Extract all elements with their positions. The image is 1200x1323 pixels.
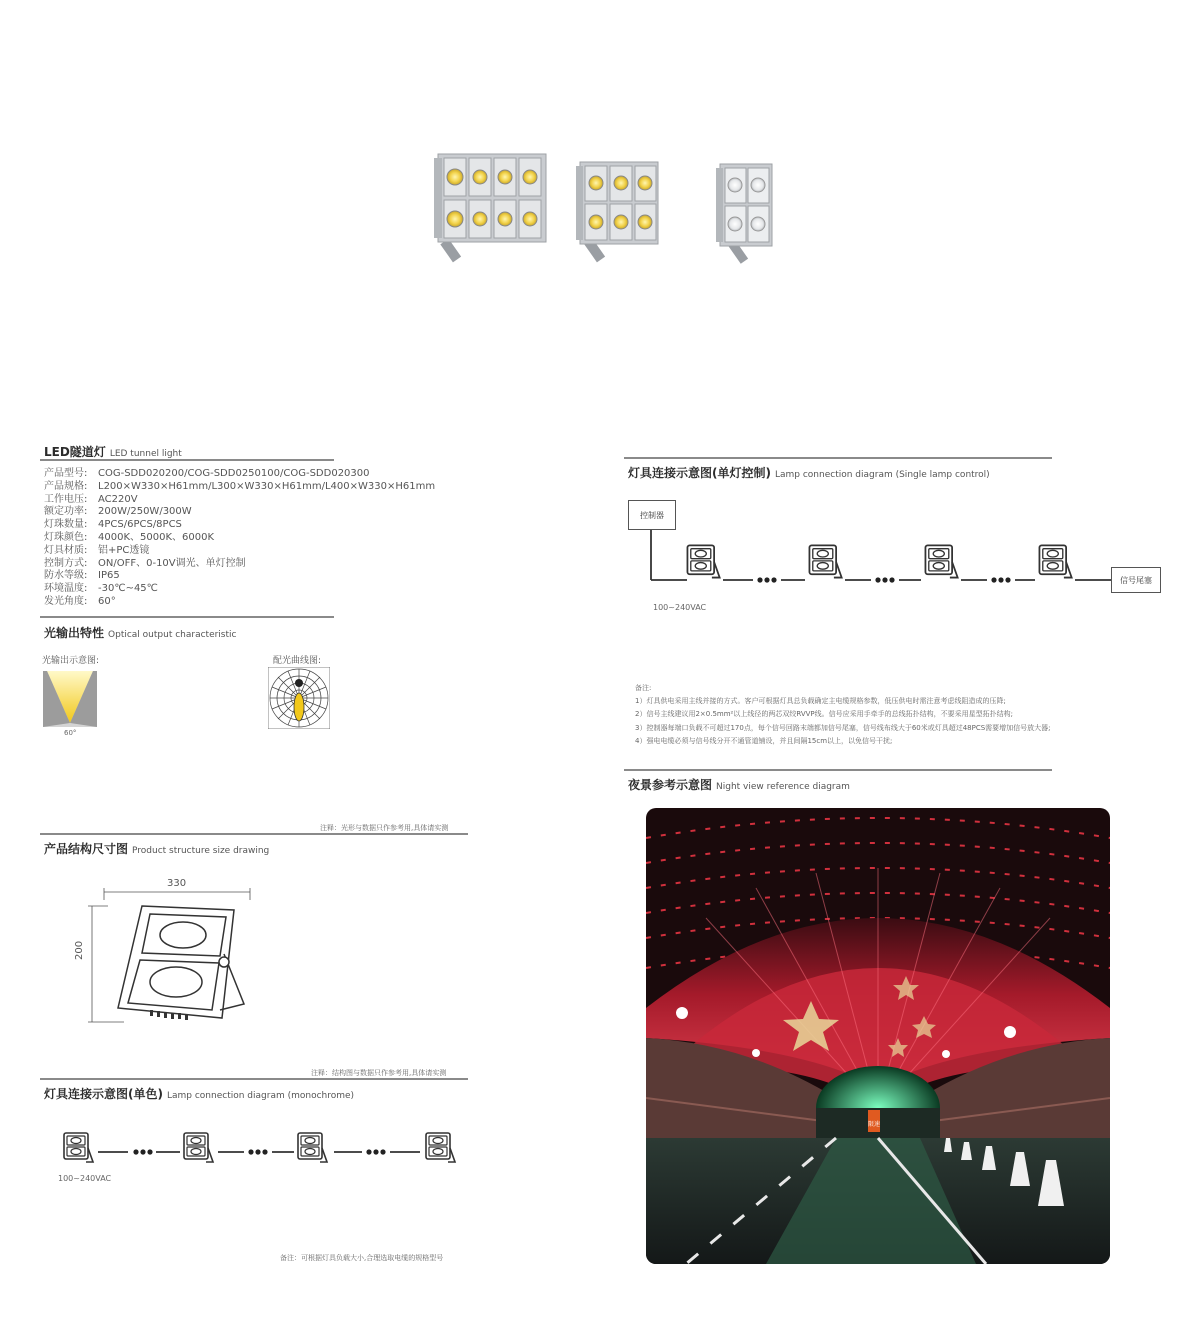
note-item: 1）灯具供电采用主线并接的方式。客户可根据灯具总负载确定主电缆规格参数，低压供电时需注意考虑线阻造成的压降; <box>635 697 1006 706</box>
mono-diagram-title: 灯具连接示意图(单色) Lamp connection diagram (monochrome) <box>44 1087 355 1101</box>
mono-voltage: 100~240VAC <box>58 1174 112 1183</box>
curve-label: 配光曲线图: <box>273 656 322 666</box>
section-divider <box>624 769 1052 771</box>
note-item: 4）强电电缆必须与信号线分开不通管道铺设，并且间隔15cm以上，以免信号干扰; <box>635 736 893 745</box>
structure-drawing <box>84 876 254 1026</box>
spec-row: 防水等级: IP65 <box>44 570 120 582</box>
polar-curve-chart <box>268 667 330 729</box>
product-title: LED隧道灯 LED tunnel light <box>44 445 182 459</box>
note-item: 3）控制器每端口负载不可超过170点，每个信号回路末端都加信号尾塞，信号线布线大于60米或灯具超过48PCS需要增加信号放大器; <box>635 723 1051 732</box>
speed-sign-text: 限速 <box>867 1121 881 1128</box>
optical-title: 光输出特性 Optical output characteristic <box>44 626 237 640</box>
night-view-tunnel-photo <box>646 808 1110 1264</box>
single-voltage: 100~240VAC <box>653 603 707 612</box>
spec-row: 灯珠颜色: 4000K、5000K、6000K <box>44 531 215 543</box>
note-item: 2）信号主线建议用2×0.5mm²以上线径的两芯双绞RVVP线。信号应采用手牵手的总线拓扑结构，不要采用星型拓扑结构; <box>635 710 1013 719</box>
spec-row: 灯珠数量: 4PCS/6PCS/8PCS <box>44 519 182 531</box>
dimension-height: 200 <box>74 940 85 960</box>
dimension-width: 330 <box>167 878 187 889</box>
notes-heading: 备注: <box>635 684 652 692</box>
spec-row: 控制方式: ON/OFF、0-10V调光、单灯控制 <box>44 557 246 569</box>
spec-row: 环境温度: -30℃~45℃ <box>44 583 158 595</box>
optical-note: 注释：光形与数据只作参考用,具体请实测 <box>320 824 449 832</box>
single-diagram-title: 灯具连接示意图(单灯控制) Lamp connection diagram (Single lamp control) <box>628 466 990 480</box>
spec-row: 工作电压: AC220V <box>44 493 138 505</box>
spec-row: 产品型号: COG-SDD020200/COG-SDD0250100/COG-SDD020300 <box>44 468 370 479</box>
spec-row: 灯具材质: 铝+PC透镜 <box>44 544 150 556</box>
spec-list <box>44 468 435 609</box>
section-divider <box>624 457 1052 459</box>
wiring-notes <box>635 682 1051 748</box>
beam-angle: 60° <box>64 729 77 737</box>
controller-box: 控制器 <box>628 500 676 530</box>
beam-output-diagram <box>43 671 97 727</box>
night-view-title: 夜景参考示意图 Night view reference diagram <box>628 778 850 792</box>
section-divider <box>40 833 468 835</box>
structure-note: 注释：结构图与数据只作参考用,具体请实测 <box>311 1069 447 1077</box>
mono-note: 备注：可根据灯具负载大小,合理选取电缆的规格型号 <box>280 1254 444 1262</box>
structure-title: 产品结构尺寸图 Product structure size drawing <box>44 842 270 856</box>
lamp-photo-6-module <box>572 158 662 263</box>
single-control-wiring-diagram <box>625 500 1165 595</box>
spec-row: 额定功率: 200W/250W/300W <box>44 506 192 518</box>
section-divider <box>40 1078 468 1080</box>
section-divider <box>40 459 334 461</box>
spec-row: 产品规格: L200×W330×H61mm/L300×W330×H61mm/L400×W330×H61mm <box>44 480 436 492</box>
signal-terminator-box: 信号尾塞 <box>1111 567 1161 593</box>
mono-wiring-diagram <box>58 1128 468 1172</box>
lamp-photo-8-module <box>430 148 550 263</box>
output-label: 光输出示意图: <box>42 656 100 666</box>
section-divider <box>40 616 334 618</box>
lamp-photo-4-module <box>712 160 777 265</box>
spec-row: 发光角度: 60° <box>44 595 116 607</box>
